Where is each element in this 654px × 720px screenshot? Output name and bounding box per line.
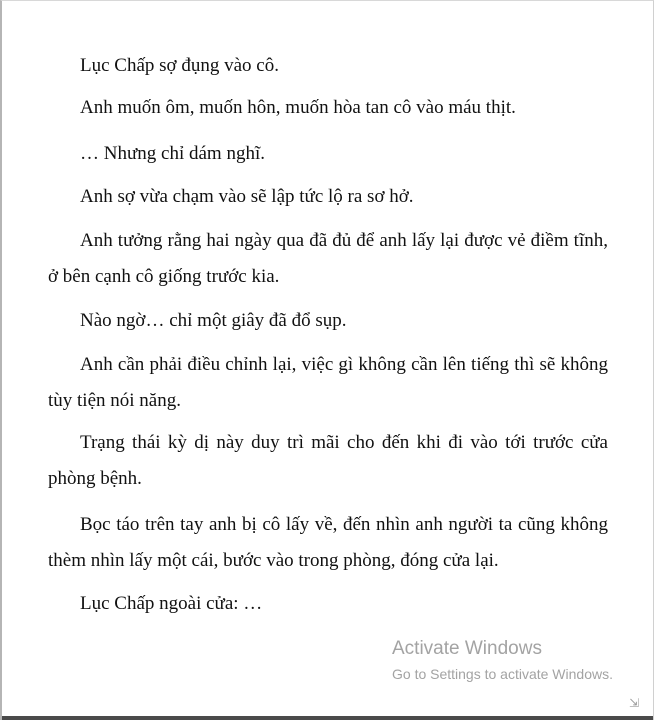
paragraph-5: Anh tưởng rằng hai ngày qua đã đủ để anh lấy lại được vẻ điềm tĩnh, ở bên cạnh cô giống trước kia. — [48, 230, 608, 287]
paragraph-6: Nào ngờ… chỉ một giây đã đổ sụp. — [80, 310, 347, 331]
watermark-subtitle: Go to Settings to activate Windows. — [392, 666, 613, 682]
paragraph-2: Anh muốn ôm, muốn hôn, muốn hòa tan cô vào máu thịt. — [80, 97, 516, 118]
paragraph-3: … Nhưng chỉ dám nghĩ. — [80, 143, 265, 164]
paragraph-10: Lục Chấp ngoài cửa: … — [80, 593, 263, 614]
paragraph-7: Anh cần phải điều chỉnh lại, việc gì không cần lên tiếng thì sẽ không tùy tiện nói năng. — [48, 354, 608, 411]
activation-watermark — [392, 637, 613, 684]
watermark-title: Activate Windows — [392, 638, 542, 659]
paragraph-9: Bọc táo trên tay anh bị cô lấy về, đến nhìn anh người ta cũng không thèm nhìn lấy một cái, bước vào trong phòng, đóng cửa lại. — [48, 514, 608, 571]
paragraph-1: Lục Chấp sợ đụng vào cô. — [80, 55, 279, 76]
resize-grip-icon[interactable]: ⇲ — [628, 696, 639, 710]
paragraph-8: Trạng thái kỳ dị này duy trì mãi cho đến khi đi vào tới trước cửa phòng bệnh. — [48, 432, 608, 489]
paragraph-4: Anh sợ vừa chạm vào sẽ lập tức lộ ra sơ hở. — [80, 186, 414, 207]
